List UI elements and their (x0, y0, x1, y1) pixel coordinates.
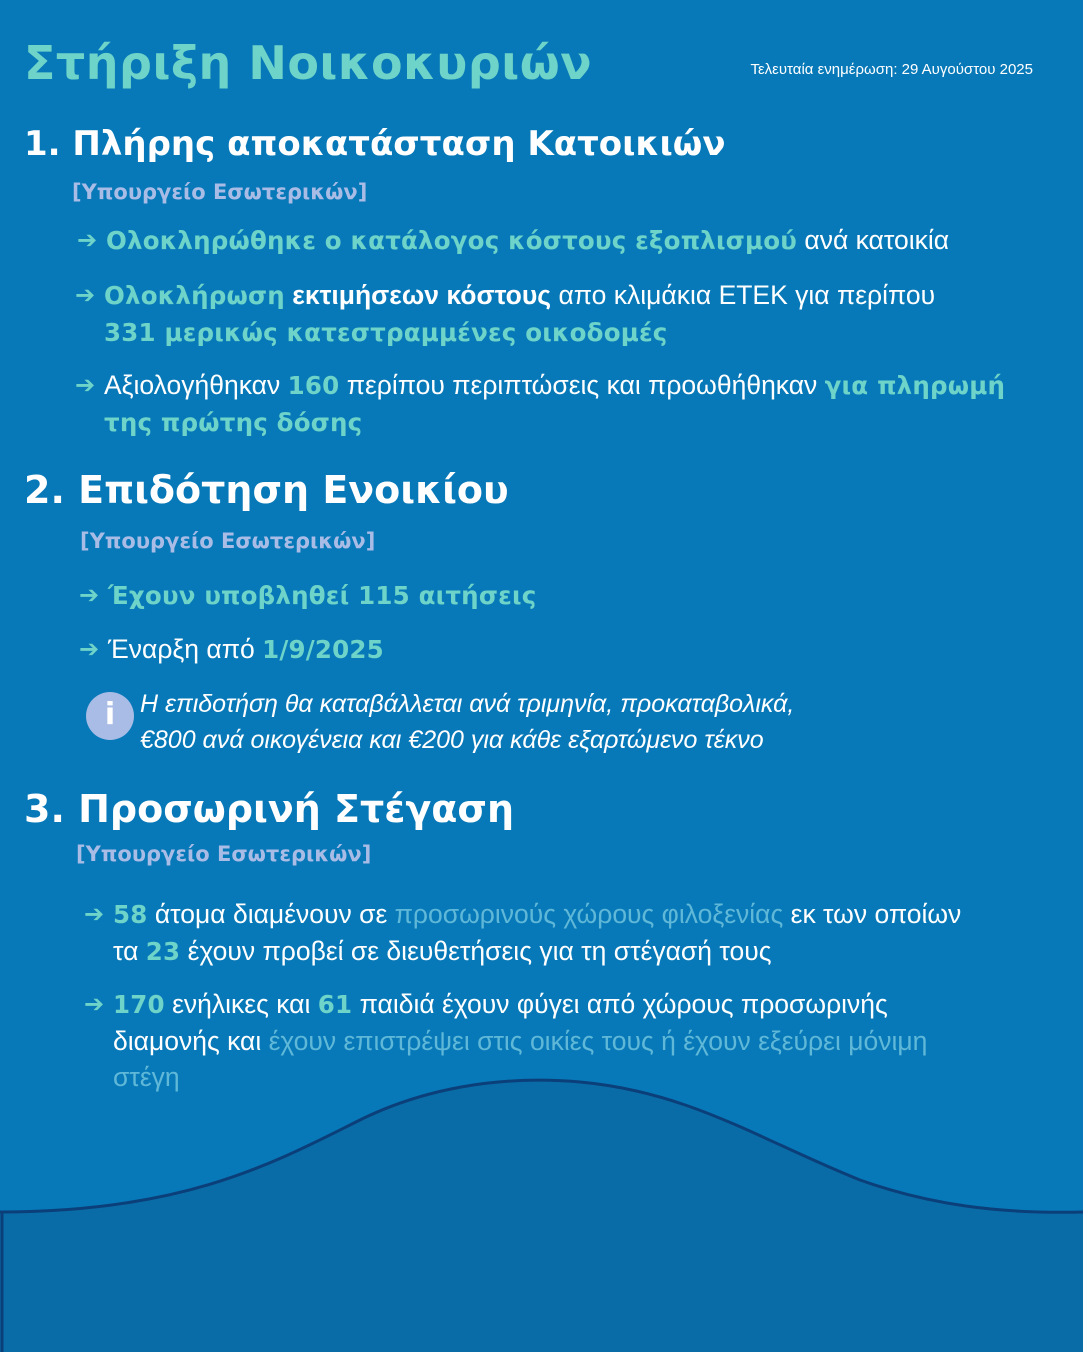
section-2-ministry: [Υπουργείο Εσωτερικών] (80, 529, 376, 553)
list-item: ➔ Ολοκληρώθηκε ο κατάλογος κόστους εξοπλισμού ανά κατοικία (106, 222, 1046, 259)
section-1-ministry: [Υπουργείο Εσωτερικών] (72, 180, 368, 204)
section-3-ministry: [Υπουργείο Εσωτερικών] (76, 842, 372, 866)
list-item: ➔ 170 ενήλικες και 61 παιδιά έχουν φύγει από χώρους προσωρινής διαμονής και έχουν επιστρέψει στις οικίες τους ή έχουν εξεύρει μόνιμη στέγη (113, 986, 1053, 1095)
page-title: Στήριξη Νοικοκυριών (24, 36, 593, 90)
arrow-right-icon: ➔ (84, 900, 105, 928)
last-updated: Τελευταία ενημέρωση: 29 Αυγούστου 2025 (750, 61, 1033, 78)
arrow-right-icon: ➔ (84, 990, 105, 1018)
list-item: ➔ Έχουν υποβληθεί 115 αιτήσεις (108, 577, 1008, 614)
info-note: Η επιδοτήση θα καταβάλλεται ανά τριμηνία, προκαταβολικά, €800 ανά οικογένεια και €200 για κάθε εξαρτώμενο τέκνο (140, 690, 795, 754)
list-item: ➔ Αξιολογήθηκαν 160 περίπου περιπτώσεις και προωθήθηκαν για πληρωμή της πρώτης δόσης (104, 367, 1054, 441)
arrow-right-icon: ➔ (79, 581, 100, 609)
section-2-heading: 2. Επιδότηση Ενοικίου (24, 468, 509, 512)
section-1-heading: 1. Πλήρης αποκατάσταση Κατοικιών (24, 124, 726, 164)
list-item: ➔ 58 άτομα διαμένουν σε προσωρινούς χώρους φιλοξενίας εκ των οποίων τα 23 έχουν προβεί σε διευθετήσεις για τη στέγασή τους (113, 896, 1053, 970)
arrow-right-icon: ➔ (75, 281, 96, 309)
section-3-heading: 3. Προσωρινή Στέγαση (24, 787, 515, 831)
arrow-right-icon: ➔ (75, 371, 96, 399)
list-item: ➔ Ολοκλήρωση εκτιμήσεων κόστους απο κλιμάκια ΕΤΕΚ για περίπου 331 μερικώς κατεστραμμένες οικοδομές (104, 277, 1044, 351)
arrow-right-icon: ➔ (79, 635, 100, 663)
list-item: ➔ Έναρξη από 1/9/2025 (108, 631, 1008, 668)
arrow-right-icon: ➔ (77, 226, 98, 254)
info-icon: i (86, 692, 134, 740)
